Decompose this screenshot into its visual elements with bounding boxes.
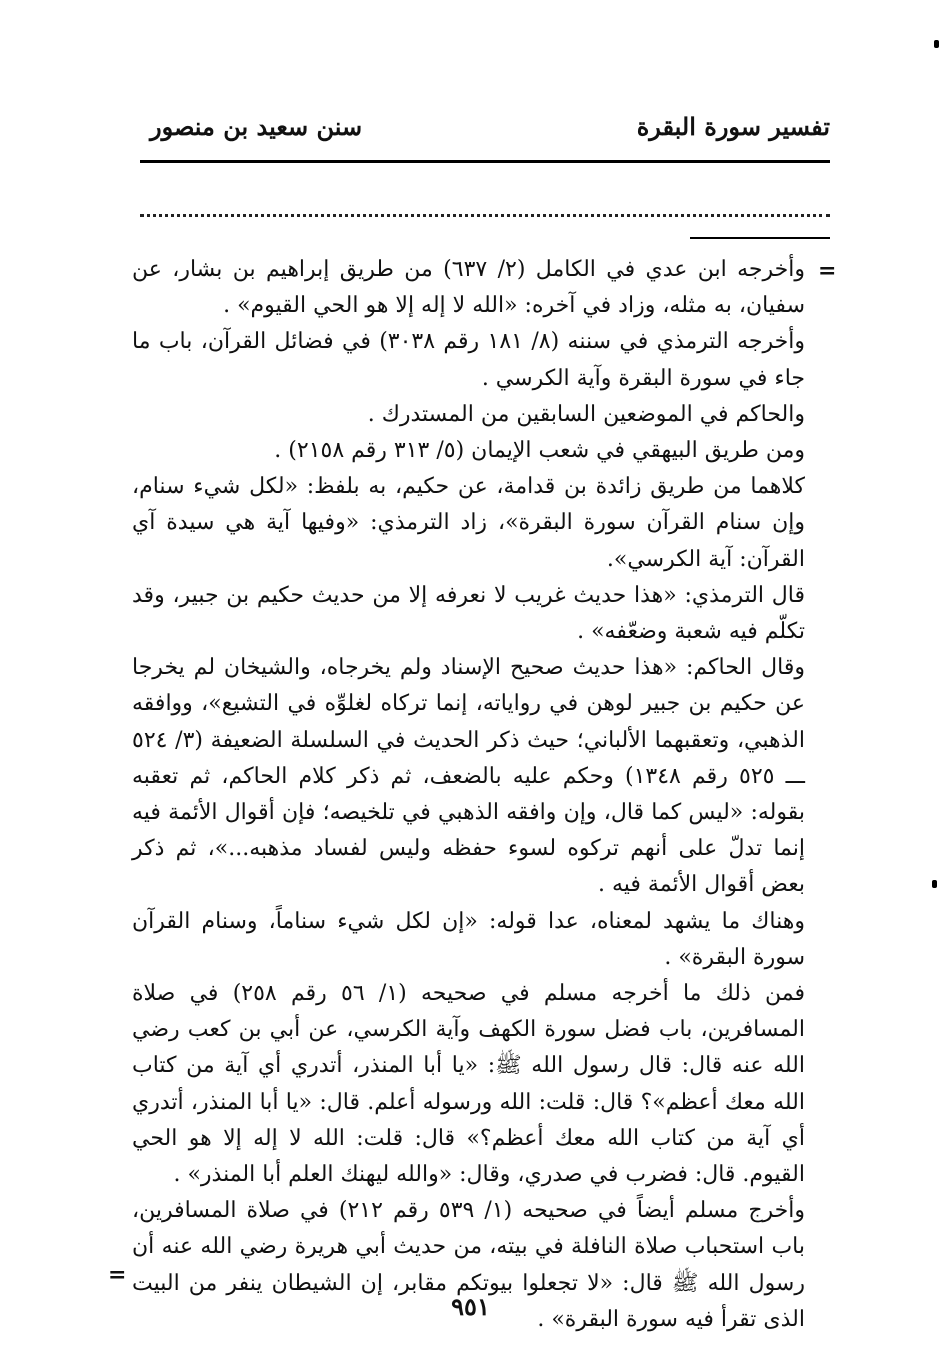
paragraph: وهناك ما يشهد لمعناه، عدا قوله: «إن لكل شيء سناماً، وسنام القرآن سورة البقرة» .: [132, 908, 805, 970]
paragraph: وأخرجه ابن عدي في الكامل (٢/ ٦٣٧) من طريق إبراهيم بن بشار، عن سفيان، به مثله، وزاد في آخره: «الله لا إله إلا هو الحي القيوم» .: [132, 257, 806, 319]
continuation-marker-bottom: =: [108, 1262, 127, 1288]
continuation-marker-top: =: [818, 258, 837, 284]
running-header: [130, 112, 830, 152]
paragraph: وقال الحاكم: «هذا حديث صحيح الإسناد ولم يخرجاه، والشيخان لم يخرجا عن حكيم بن جبير لوهن في رواياته، إنما تركاه لغلوِّه في التشيع»، ووافقه الذهبي، وتعقبهما الألباني؛ حيث ذكر الحديث في السلسلة الضعيفة (٣/ ٥٢٤ ـــ ٥٢٥ رقم ١٣٤٨) وحكم عليه بالضعف، ثم ذكر كلام الحاكم، ثم تعقبه بقوله: «ليس كما قال، وإن وافقه الذهبي في تلخيصه؛ فإن أقوال الأئمة فيه إنما تدلّ على أنهم تركوه لسوء حفظه وليس لفساد مذهبه...»، ثم ذكر بعض أقوال الأئمة فيه .: [132, 655, 805, 898]
header-book-title: سنن سعيد بن منصور: [150, 112, 363, 141]
header-chapter-title: تفسير سورة البقرة: [636, 112, 830, 141]
paragraph: قال الترمذي: «هذا حديث غريب لا نعرفه إلا من حديث حكيم بن جبير، وقد تكلّم فيه شعبة وضعّفه» .: [132, 582, 805, 645]
paragraph: كلاهما من طريق زائدة بن قدامة، عن حكيم، به بلفظ: «لكل شيء سنام، وإن سنام القرآن سورة البقرة»، زاد الترمذي: «وفيها آية هي سيدة آي القرآن: آية الكرسي».: [132, 474, 805, 572]
page-number: ٩٥١: [451, 1292, 490, 1321]
paragraph: ومن طريق البيهقي في شعب الإيمان (٥/ ٣١٣ رقم ٢١٥٨) .: [274, 438, 805, 464]
footnote-body: [132, 252, 805, 1338]
scan-edge-mark: [932, 880, 937, 888]
scan-edge-mark: [934, 40, 939, 48]
paragraph: والحاكم في الموضعين السابقين من المستدرك .: [367, 401, 805, 427]
header-rule: [140, 160, 830, 163]
paragraph: وأخرج مسلم أيضاً في صحيحه (١/ ٥٣٩ رقم ٢١٢) في صلاة المسافرين، باب استحباب صلاة النافلة في بيته، من حديث أبي هريرة رضي الله عنه أن رسول الله ﷺ قال: «لا تجعلوا بيوتكم مقابر، إن الشيطان ينفر من البيت الذى تقرأ فيه سورة البقرة» .: [132, 1198, 806, 1332]
paragraph: وأخرجه الترمذي في سننه (٨/ ١٨١ رقم ٣٠٣٨) في فضائل القرآن، باب ما جاء في سورة البقرة وآية الكرسي .: [132, 329, 805, 391]
footnote-rule: [690, 237, 830, 239]
dotted-separator: [140, 214, 830, 217]
paragraph: فمن ذلك ما أخرجه مسلم في صحيحه (١/ ٥٦ رقم ٢٥٨) في صلاة المسافرين، باب فضل سورة الكهف وآية الكرسي، عن أبي بن كعب رضي الله عنه قال: قال رسول الله ﷺ: «يا أبا المنذر، أتدري أي آية من كتاب الله معك أعظم»؟ قال: قلت: الله ورسوله أعلم. قال: «يا أبا المنذر، أتدري أي آية من كتاب الله معك أعظم؟» قال: قلت: الله لا إله إلا هو الحي القيوم. قال: فضرب في صدري، وقال: «والله ليهنك العلم أبا المنذر» .: [132, 981, 805, 1188]
